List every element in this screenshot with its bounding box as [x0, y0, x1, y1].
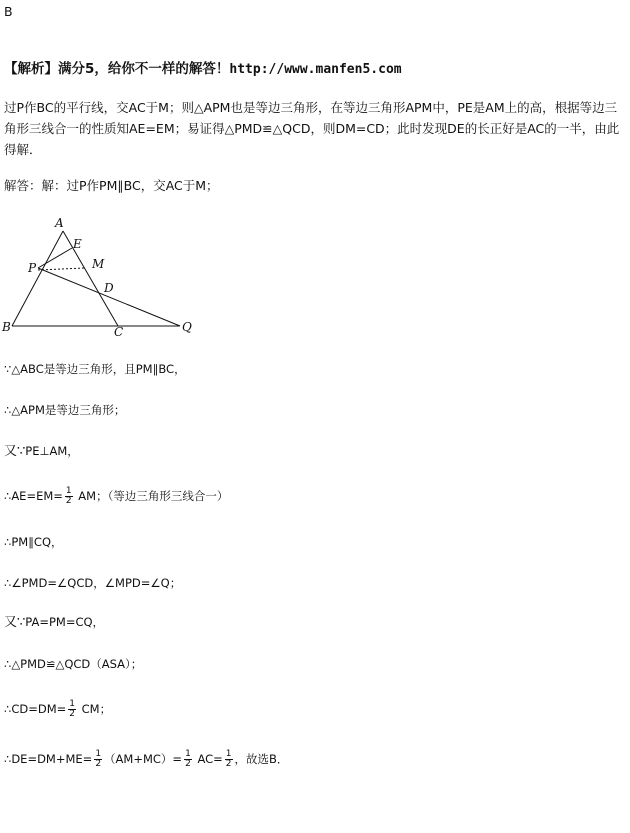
label-d: D: [104, 281, 114, 295]
step-8: ∴△PMD≌△QCD（ASA）；: [4, 657, 143, 671]
answer-letter: B: [4, 4, 13, 19]
solution-intro: 解答：解：过P作PM∥BC，交AC于M；: [4, 178, 219, 193]
promo-text: 满分5，给你不一样的解答！: [58, 61, 230, 77]
segment-ab: [12, 231, 63, 326]
fraction-half: $\frac{1}{2}$: [65, 486, 72, 506]
step-4: ∴AE=EM= $\frac{1}{2}$ AM；（等边三角形三线合一）: [4, 486, 229, 506]
step-3: 又∵PE⊥AM，: [4, 444, 79, 459]
step-9: ∴CD=DM= $\frac{1}{2}$ CM；: [4, 699, 112, 719]
label-b: B: [2, 320, 11, 334]
step-2: ∴△APM是等边三角形；: [4, 403, 126, 417]
fraction-half: $\frac{1}{2}$: [95, 749, 102, 769]
label-p: P: [28, 261, 37, 275]
segment-pm-dashed: [38, 268, 85, 270]
segment-ac: [63, 231, 118, 326]
label-a: A: [55, 216, 64, 230]
label-m: M: [92, 257, 105, 271]
label-c: C: [114, 325, 124, 339]
label-q: Q: [182, 320, 192, 334]
step-7: 又∵PA=PM=CQ，: [4, 615, 105, 630]
step-6: ∴∠PMD=∠QCD，∠MPD=∠Q；: [4, 576, 182, 590]
geometry-figure: [0, 212, 210, 342]
step-1: ∵△ABC是等边三角形，且PM∥BC，: [4, 362, 186, 376]
step-5: ∴PM∥CQ，: [4, 535, 63, 549]
step-10: ∴DE=DM+ME= $\frac{1}{2}$ （AM+MC）= $\frac{1}{2}$ AC= $\frac{1}{2}$ ，故选B．: [4, 749, 289, 769]
site-url: http://www.manfen5.com: [229, 62, 402, 77]
analysis-paragraph: 过P作BC的平行线，交AC于M；则△APM也是等边三角形，在等边三角形APM中，PE是AM上的高，根据等边三角形三线合一的性质知AE=EM；易证得△PMD≌△QCD，则DM=CD；此时发现DE的长正好是AC的一半，由此得解．: [4, 100, 620, 157]
label-e: E: [73, 237, 82, 251]
solution-header: [4, 61, 402, 78]
segment-pq: [38, 268, 180, 326]
fraction-half: $\frac{1}{2}$: [185, 749, 191, 769]
fraction-half: $\frac{1}{2}$: [69, 699, 75, 719]
analysis-tag: 【解析】: [4, 61, 58, 77]
segment-pe: [38, 248, 72, 268]
fraction-half: $\frac{1}{2}$: [225, 749, 232, 769]
